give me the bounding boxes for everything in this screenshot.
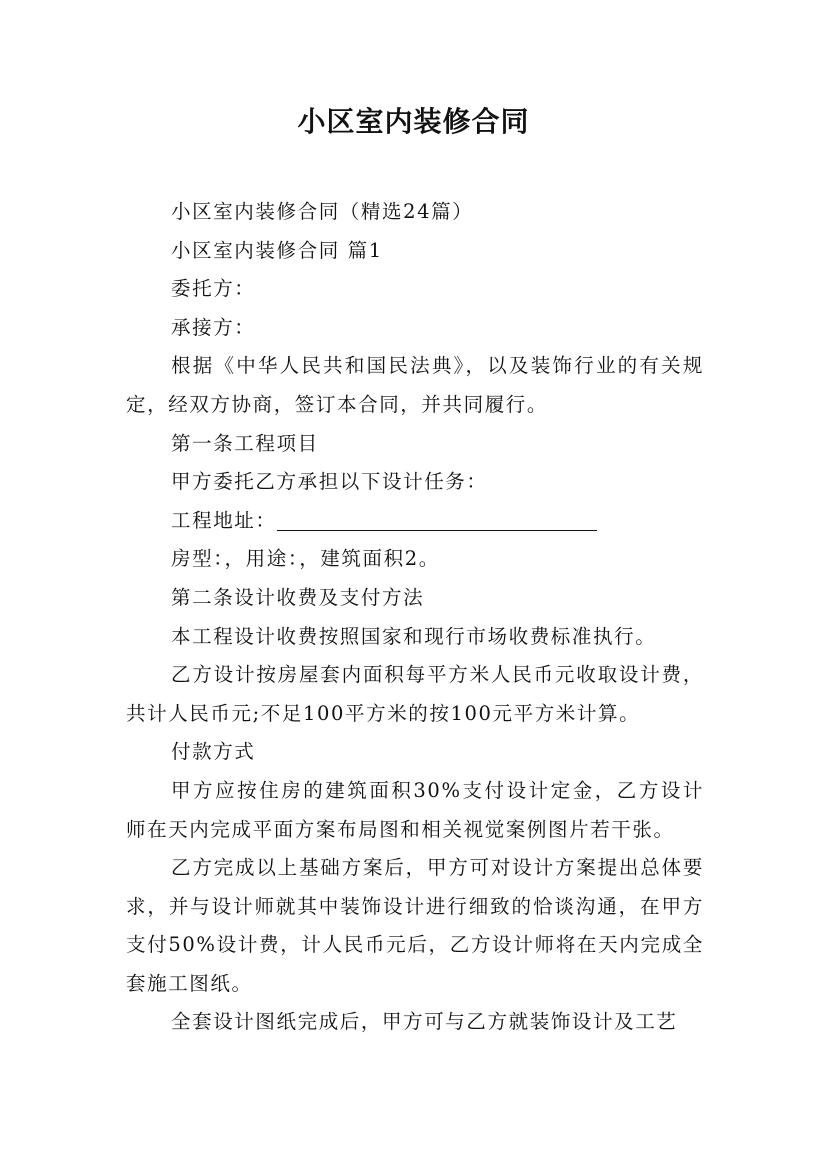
paragraph-address (126, 502, 704, 541)
paragraph-payment-method: 付款方式 (171, 740, 256, 764)
address-blank-line (277, 508, 597, 531)
paragraph-design-process: 乙方完成以上基础方案后，甲方可对设计方案提出总体要求，并与设计师就其中装饰设计进行细致的恰谈沟通，在甲方支付50%设计费，计人民币元后，乙方设计师将在天内完成全套施工图纸。 (126, 856, 704, 995)
paragraph-task: 甲方委托乙方承担以下设计任务： (171, 470, 488, 494)
paragraph-deposit: 甲方应按住房的建筑面积30%支付设计定金，乙方设计师在天内完成平面方案布局图和相关视觉案例图片若干张。 (126, 778, 704, 841)
paragraph-contractor: 承接方： (171, 315, 256, 339)
paragraph-fee-rate: 乙方设计按房屋套内面积每平方米人民币元收取设计费，共计人民币元;不足100平方米的按100元平方米计算。 (126, 663, 704, 725)
paragraph-section-heading: 小区室内装修合同 篇1 (171, 238, 383, 262)
paragraph-client: 委托方： (171, 277, 256, 301)
address-label: 工程地址： (171, 508, 277, 532)
paragraph-subtitle: 小区室内装修合同（精选24篇） (171, 200, 474, 223)
paragraph-article-1: 第一条工程项目 (171, 431, 319, 455)
paragraph-article-2: 第二条设计收费及支付方法 (171, 585, 425, 609)
document-title: 小区室内装修合同 (297, 105, 530, 138)
paragraph-final-drawings: 全套设计图纸完成后，甲方可与乙方就装饰设计及工艺 (171, 1010, 678, 1034)
paragraph-preamble: 根据《中华人民共和国民法典》，以及装饰行业的有关规定，经双方协商，签订本合同，并共同履行。 (126, 354, 704, 416)
paragraph-house-type: 房型：，用途：，建筑面积2。 (171, 547, 440, 571)
document-body (126, 193, 704, 1042)
paragraph-fee-standard: 本工程设计收费按照国家和现行市场收费标准执行。 (171, 624, 657, 648)
